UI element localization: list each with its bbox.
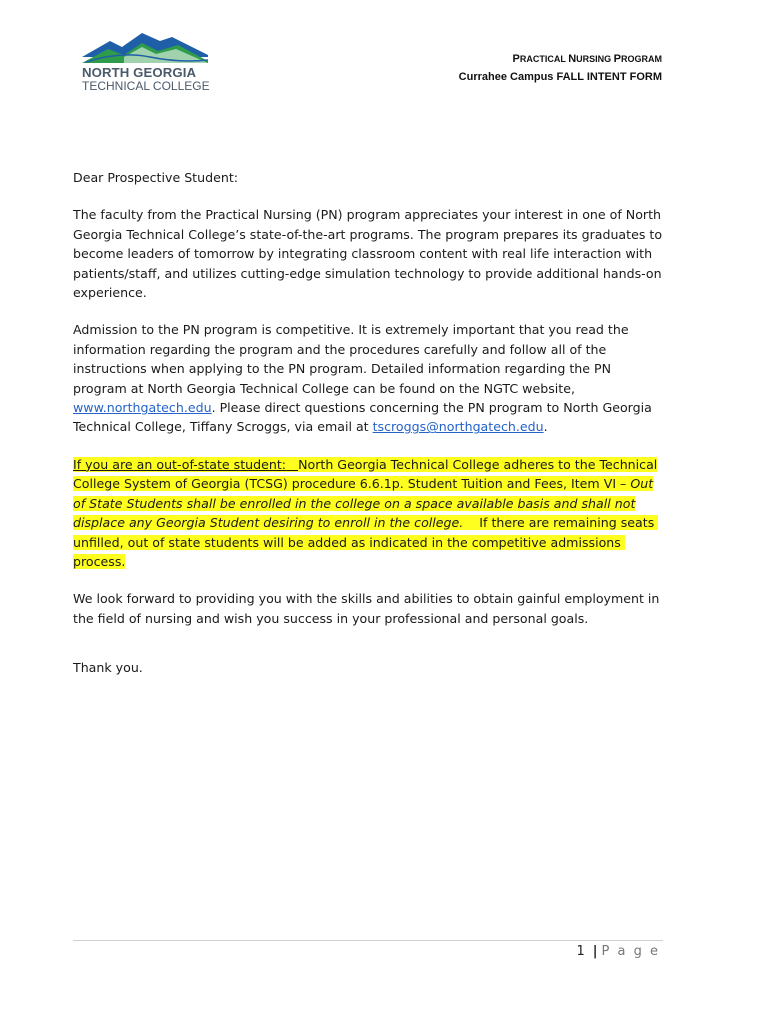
page-footer — [577, 944, 660, 959]
ngtc-website-link[interactable]: www.northgatech.edu — [73, 400, 212, 416]
header-title: PRACTICAL NURSING PROGRAM — [512, 53, 662, 65]
logo-text-line1: NORTH GEORGIA — [82, 65, 197, 80]
greeting: Dear Prospective Student: — [73, 170, 239, 185]
paragraph-admission: Admission to the PN program is competitive. It is extremely important that you read the information regarding the program and the procedures carefully and follow all of the instructions when applying to the PN program. Detailed information regarding the PN program at North Georgia Technical College can be found on the NGTC website, www.northgatech.edu. Please direct questions concerning the PN program to North Georgia Technical College, Tiffany Scroggs, via email at tscroggs@northgatech.edu. — [73, 322, 652, 435]
letter-body — [73, 168, 663, 678]
paragraph-out-of-state: If you are an out-of-state student: North Georgia Technical College adheres to the Technical College System of Georgia (TCSG) procedure 6.6.1p. Student Tuition and Fees, Item VI – Out of State Students shall be enrolled in the college on a space available basis and shall not displace any Georgia Student desiring to enroll in the college. If there are remaining seats unfilled, out of state students will be added as indicated in the competitive admissions process. — [73, 456, 659, 569]
page-separator: | — [592, 944, 598, 959]
out-of-state-heading: If you are an out-of-state student: — [73, 456, 287, 472]
policy-quote: Out of State Students shall be enrolled in the college on a space available basis and shall not displace any Georgia Student desiring to enroll in the college. — [73, 476, 654, 531]
paragraph-closing-wishes: We look forward to providing you with the skills and abilities to obtain gainful employment in the field of nursing and wish you success in your professional and personal goals. — [73, 591, 660, 626]
footer-divider — [73, 940, 663, 941]
mountain-logo-icon — [80, 27, 210, 67]
college-logo — [80, 27, 210, 93]
page-label: P a g e — [601, 944, 660, 959]
page-number: 1 — [576, 944, 585, 959]
document-header — [459, 50, 662, 86]
closing-thank-you: Thank you. — [73, 660, 143, 676]
logo-text-line2: TECHNICAL COLLEGE — [82, 79, 210, 93]
paragraph-intro: The faculty from the Practical Nursing (PN) program appreciates your interest in one of North Georgia Technical College’s state-of-the-art programs. The program prepares its graduates to become leaders of tomorrow by integrating classroom content with real life interaction with patients/staff, and utilizes cutting-edge simulation technology to provide additional hands-on experience. — [73, 207, 663, 301]
header-subtitle: Currahee Campus FALL INTENT FORM — [458, 71, 662, 83]
email-link[interactable]: tscroggs@northgatech.edu — [372, 419, 544, 435]
